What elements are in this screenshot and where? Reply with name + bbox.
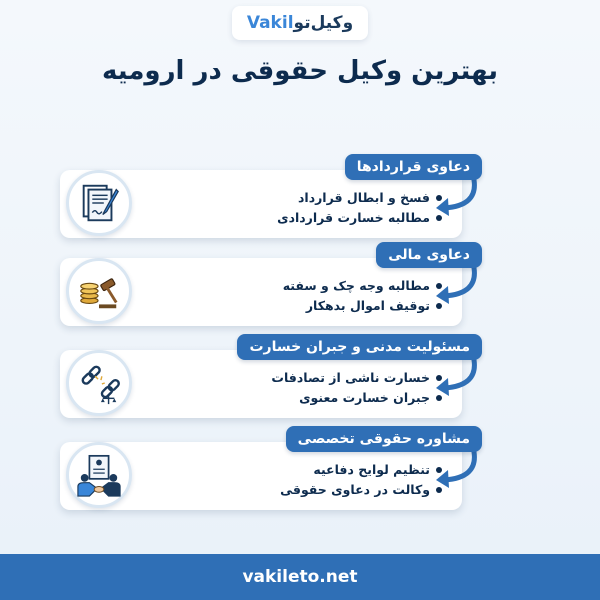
broken-chain-scales-icon (66, 350, 132, 416)
card-label: دعاوی مالی (376, 242, 482, 268)
list-item: مطالبه وجه چک و سفته (283, 276, 442, 296)
contract-pen-icon (66, 170, 132, 236)
logo-text-en: Vakil (246, 13, 294, 33)
list-item: وکالت در دعاوی حقوقی (280, 480, 442, 500)
list-item: فسخ و ابطال قرارداد (277, 188, 442, 208)
card-label: دعاوی قراردادها (345, 154, 482, 180)
service-card-civil-liability (60, 339, 470, 420)
coins-gavel-icon (66, 258, 132, 324)
service-card-contracts (60, 159, 470, 240)
card-list (271, 368, 442, 408)
card-list (280, 460, 442, 500)
list-item: تنظیم لوایح دفاعیه (280, 460, 442, 480)
list-item: خسارت ناشی از تصادفات (271, 368, 442, 388)
brand-logo (232, 6, 368, 40)
card-list (283, 276, 442, 316)
list-item: مطالبه خسارت قراردادی (277, 208, 442, 228)
website-url[interactable]: vakileto.net (242, 567, 358, 587)
service-card-legal-consulting (60, 431, 470, 512)
logo-text-fa: وکیل‌تو (293, 13, 354, 33)
footer-bar (0, 554, 600, 600)
page-title: بهترین وکیل حقوقی در ارومیه (101, 56, 499, 86)
list-item: توقیف اموال بدهکار (283, 296, 442, 316)
service-card-financial (60, 247, 470, 328)
handshake-document-icon (66, 442, 132, 508)
list-item: جبران خسارت معنوی (271, 388, 442, 408)
card-list (277, 188, 442, 228)
card-label: مسئولیت مدنی و جبران خسارت (237, 334, 482, 360)
card-label: مشاوره حقوقی تخصصی (286, 426, 482, 452)
